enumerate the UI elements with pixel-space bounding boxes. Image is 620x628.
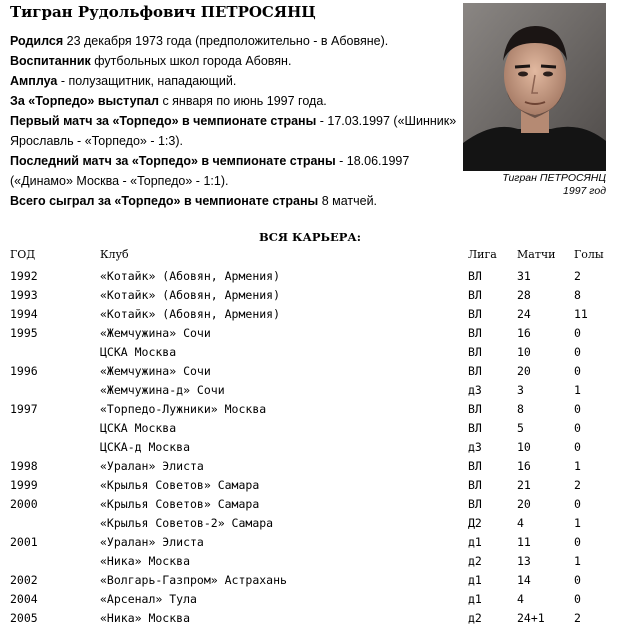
bio-total: Всего сыграл за «Торпедо» в чемпионате страны 8 матчей. bbox=[10, 194, 378, 208]
cell-goals: 11 bbox=[574, 307, 588, 321]
bio-section bbox=[10, 31, 460, 211]
cell-games: 11 bbox=[517, 535, 531, 549]
cell-games: 16 bbox=[517, 326, 531, 340]
cell-games: 24+1 bbox=[517, 611, 545, 625]
cell-games: 3 bbox=[517, 383, 524, 397]
table-row bbox=[10, 324, 610, 343]
cell-club: «Уралан» Элиста bbox=[100, 535, 204, 549]
cell-league: д1 bbox=[468, 592, 482, 606]
cell-year: 1996 bbox=[10, 364, 38, 378]
cell-goals: 1 bbox=[574, 383, 581, 397]
table-row bbox=[10, 419, 610, 438]
bio-role: Амплуа - полузащитник, нападающий. bbox=[10, 74, 237, 88]
cell-year: 1999 bbox=[10, 478, 38, 492]
cell-league: д2 bbox=[468, 554, 482, 568]
cell-club: ЦСКА-д Москва bbox=[100, 440, 191, 454]
header-goals: Голы bbox=[574, 248, 604, 261]
cell-goals: 1 bbox=[574, 554, 581, 568]
cell-goals: 0 bbox=[574, 345, 581, 359]
photo-caption-name: Тигран ПЕТРОСЯНЦ bbox=[502, 172, 606, 184]
cell-year: 2002 bbox=[10, 573, 38, 587]
cell-games: 14 bbox=[517, 573, 531, 587]
cell-goals: 1 bbox=[574, 516, 581, 530]
cell-league: Д2 bbox=[468, 516, 482, 530]
cell-games: 4 bbox=[517, 592, 524, 606]
cell-league: д2 bbox=[468, 611, 482, 625]
photo-caption-year: 1997 год bbox=[563, 185, 606, 197]
cell-club: «Уралан» Элиста bbox=[100, 459, 204, 473]
cell-games: 8 bbox=[517, 402, 524, 416]
cell-year: 1997 bbox=[10, 402, 38, 416]
cell-club: «Жемчужина-д» Сочи bbox=[100, 383, 225, 397]
cell-games: 20 bbox=[517, 497, 531, 511]
cell-goals: 0 bbox=[574, 535, 581, 549]
cell-goals: 0 bbox=[574, 497, 581, 511]
cell-goals: 8 bbox=[574, 288, 581, 302]
cell-league: ВЛ bbox=[468, 364, 482, 378]
cell-club: «Волгарь-Газпром» Астрахань bbox=[100, 573, 287, 587]
cell-league: ВЛ bbox=[468, 269, 482, 283]
cell-goals: 1 bbox=[574, 459, 581, 473]
cell-goals: 2 bbox=[574, 478, 581, 492]
cell-year: 2000 bbox=[10, 497, 38, 511]
cell-league: ВЛ bbox=[468, 421, 482, 435]
cell-year: 2004 bbox=[10, 592, 38, 606]
table-row bbox=[10, 362, 610, 381]
cell-games: 4 bbox=[517, 516, 524, 530]
bio-played: За «Торпедо» выступал с января по июнь 1997 года. bbox=[10, 94, 327, 108]
cell-club: «Жемчужина» Сочи bbox=[100, 326, 211, 340]
cell-league: д1 bbox=[468, 535, 482, 549]
table-row bbox=[10, 286, 610, 305]
cell-club: ЦСКА Москва bbox=[100, 421, 177, 435]
cell-league: д1 bbox=[468, 573, 482, 587]
cell-goals: 2 bbox=[574, 269, 581, 283]
header-games: Матчи bbox=[517, 248, 556, 261]
cell-year: 1998 bbox=[10, 459, 38, 473]
cell-goals: 0 bbox=[574, 364, 581, 378]
cell-goals: 2 bbox=[574, 611, 581, 625]
cell-club: «Крылья Советов-2» Самара bbox=[100, 516, 274, 530]
player-photo bbox=[463, 3, 606, 171]
table-row bbox=[10, 438, 610, 457]
table-row bbox=[10, 343, 610, 362]
cell-club: «Крылья Советов» Самара bbox=[100, 497, 260, 511]
cell-games: 10 bbox=[517, 345, 531, 359]
cell-goals: 0 bbox=[574, 573, 581, 587]
cell-games: 21 bbox=[517, 478, 531, 492]
career-table-header bbox=[10, 248, 610, 267]
cell-league: ВЛ bbox=[468, 402, 482, 416]
bio-school: Воспитанник футбольных школ города Абовян. bbox=[10, 54, 292, 68]
cell-club: ЦСКА Москва bbox=[100, 345, 177, 359]
table-row bbox=[10, 590, 610, 609]
career-rows bbox=[10, 267, 610, 628]
cell-year: 1995 bbox=[10, 326, 38, 340]
cell-league: ВЛ bbox=[468, 497, 482, 511]
table-row bbox=[10, 457, 610, 476]
table-row bbox=[10, 609, 610, 628]
cell-goals: 0 bbox=[574, 440, 581, 454]
cell-league: ВЛ bbox=[468, 326, 482, 340]
cell-club: «Ника» Москва bbox=[100, 611, 191, 625]
cell-league: ВЛ bbox=[468, 478, 482, 492]
page-title: Тигран Рудольфович ПЕТРОСЯНЦ bbox=[10, 3, 316, 21]
table-row bbox=[10, 495, 610, 514]
cell-games: 28 bbox=[517, 288, 531, 302]
player-portrait-image bbox=[463, 3, 606, 171]
cell-league: д3 bbox=[468, 440, 482, 454]
cell-games: 16 bbox=[517, 459, 531, 473]
cell-club: «Котайк» (Абовян, Армения) bbox=[100, 288, 281, 302]
table-row bbox=[10, 514, 610, 533]
header-year: ГОД bbox=[10, 248, 36, 261]
bio-first-match: Первый матч за «Торпедо» в чемпионате страны - 17.03.1997 («Шинник» Ярославль - «Торпедо» - 1:3). bbox=[10, 114, 457, 148]
cell-goals: 0 bbox=[574, 402, 581, 416]
cell-year: 1994 bbox=[10, 307, 38, 321]
cell-league: ВЛ bbox=[468, 288, 482, 302]
cell-year: 2001 bbox=[10, 535, 38, 549]
header-league: Лига bbox=[468, 248, 497, 261]
header-club: Клуб bbox=[100, 248, 129, 261]
bio-born: Родился 23 декабря 1973 года (предположительно - в Абовяне). bbox=[10, 34, 389, 48]
cell-club: «Торпедо-Лужники» Москва bbox=[100, 402, 267, 416]
table-row bbox=[10, 476, 610, 495]
cell-games: 20 bbox=[517, 364, 531, 378]
photo-caption bbox=[463, 172, 606, 198]
cell-games: 31 bbox=[517, 269, 531, 283]
table-row bbox=[10, 400, 610, 419]
cell-games: 13 bbox=[517, 554, 531, 568]
cell-games: 10 bbox=[517, 440, 531, 454]
table-row bbox=[10, 267, 610, 286]
cell-club: «Котайк» (Абовян, Армения) bbox=[100, 307, 281, 321]
cell-club: «Ника» Москва bbox=[100, 554, 191, 568]
cell-club: «Жемчужина» Сочи bbox=[100, 364, 211, 378]
table-row bbox=[10, 381, 610, 400]
career-table bbox=[10, 248, 610, 628]
cell-club: «Котайк» (Абовян, Армения) bbox=[100, 269, 281, 283]
cell-league: ВЛ bbox=[468, 459, 482, 473]
cell-year: 1992 bbox=[10, 269, 38, 283]
cell-year: 2005 bbox=[10, 611, 38, 625]
cell-games: 5 bbox=[517, 421, 524, 435]
cell-league: ВЛ bbox=[468, 345, 482, 359]
cell-club: «Крылья Советов» Самара bbox=[100, 478, 260, 492]
cell-games: 24 bbox=[517, 307, 531, 321]
cell-league: ВЛ bbox=[468, 307, 482, 321]
table-row bbox=[10, 552, 610, 571]
table-row bbox=[10, 533, 610, 552]
cell-league: д3 bbox=[468, 383, 482, 397]
cell-year: 1993 bbox=[10, 288, 38, 302]
career-heading: ВСЯ КАРЬЕРА: bbox=[258, 230, 361, 244]
cell-club: «Арсенал» Тула bbox=[100, 592, 197, 606]
bio-last-match: Последний матч за «Торпедо» в чемпионате страны - 18.06.1997 («Динамо» Москва - «Торпедо» - 1:1). bbox=[10, 154, 410, 188]
cell-goals: 0 bbox=[574, 326, 581, 340]
cell-goals: 0 bbox=[574, 592, 581, 606]
table-row bbox=[10, 571, 610, 590]
table-row bbox=[10, 305, 610, 324]
cell-goals: 0 bbox=[574, 421, 581, 435]
